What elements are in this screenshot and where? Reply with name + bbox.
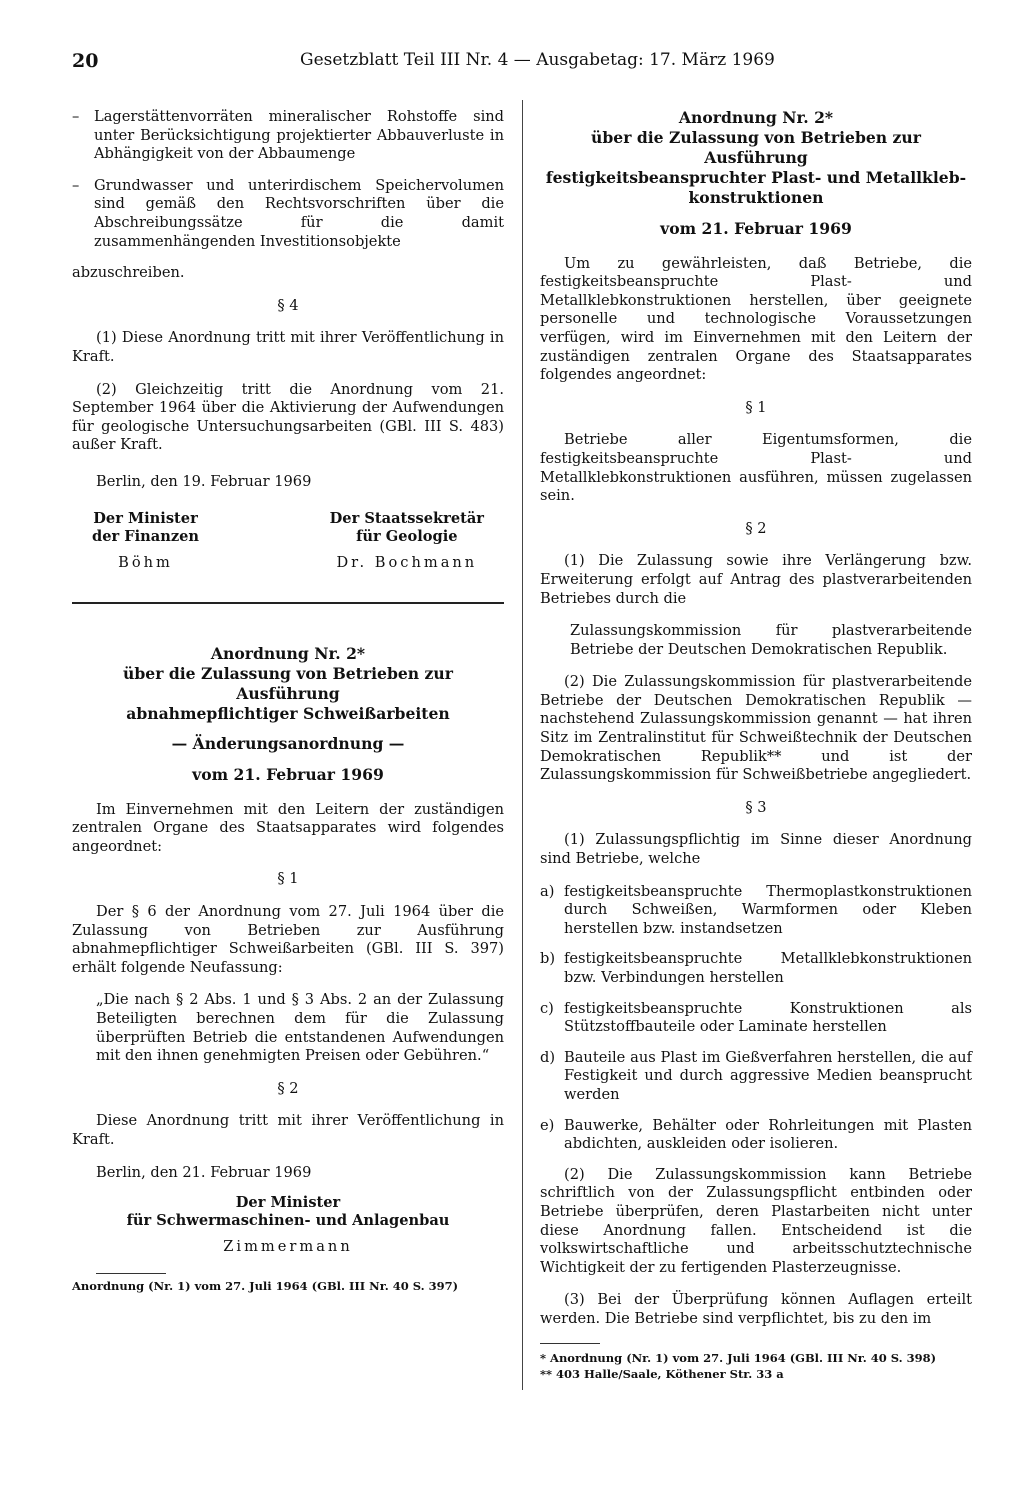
place-date: Berlin, den 21. Februar 1969	[96, 1163, 312, 1181]
right-column	[540, 108, 972, 1382]
paragraph: Im Einvernehmen mit den Leitern der zuständigen zentralen Organe des Staatsapparates wird folgendes angeordnet:	[72, 800, 504, 855]
ordinance-subtitle: — Änderungsanordnung —	[171, 734, 405, 754]
section-mark: § 3	[745, 798, 767, 816]
paragraph: (1) Zulassungspflichtig im Sinne dieser Anordnung sind Betriebe, welche	[540, 831, 972, 868]
list-item: b) festigkeitsbeanspruchte Metallklebkonstruktionen bzw. Verbindungen herstellen	[540, 950, 972, 986]
signature-row	[72, 510, 504, 573]
paragraph: (3) Bei der Überprüfung können Auflagen erteilt werden. Die Betriebe sind verpflichtet, bis zu den im	[540, 1291, 972, 1327]
paragraph: Um zu gewährleisten, daß Betriebe, die festigkeitsbeanspruchte Plast- und Metallklebkonstruktionen herstellen, über geeignete personelle und technologische Voraussetzungen verfügen, wird im Einvernehmen mit den Leitern der zuständigen zentralen Organe des Staatsapparates folgendes angeordnet:	[540, 254, 972, 384]
ordinance-date: vom 21. Februar 1969	[660, 219, 852, 238]
list-item: a) festigkeitsbeanspruchte Thermoplastkonstruktionen durch Schweißen, Warmformen oder Kleben herstellen bzw. instandsetzen	[540, 882, 972, 937]
paragraph: Der § 6 der Anordnung vom 27. Juli 1964 über die Zulassung von Betrieben zur Ausführung abnahmepflichtiger Schweißarbeiten (GBl. III S. 397) erhält folgende Neufassung:	[72, 903, 504, 976]
signature: Der Staatssekretär für Geologie Dr. Bochmann	[329, 509, 484, 571]
section-mark: § 1	[277, 870, 299, 888]
column-divider	[522, 100, 523, 1390]
place-date: Berlin, den 19. Februar 1969	[96, 472, 312, 490]
ordinance-title: Anordnung Nr. 2* über die Zulassung von Betrieben zur Ausführung abnahmepflichtiger Schweißarbeiten	[123, 644, 453, 724]
footnote: Anordnung (Nr. 1) vom 27. Juli 1964 (GBl. III Nr. 40 S. 397)	[72, 1278, 459, 1293]
list-item: – Grundwasser und unterirdischem Speichervolumen sind gemäß den Rechtsvorschriften über die Abschreibungssätze für die damit zusammenhängenden Investitionsobjekte	[72, 176, 504, 250]
list-item: c) festigkeitsbeanspruchte Konstruktionen als Stützstoffbauteile oder Laminate herstellen	[540, 999, 972, 1036]
page-number: 20	[72, 50, 99, 72]
section-rule	[72, 602, 504, 604]
footnote-rule	[540, 1343, 600, 1344]
section-mark: § 4	[277, 296, 299, 314]
ordinance-date: vom 21. Februar 1969	[192, 765, 384, 785]
ordinance-title: Anordnung Nr. 2* über die Zulassung von Betrieben zur Ausführung festigkeitsbeanspruchter Plast- und Metallkleb- konstruktionen	[545, 108, 967, 207]
abzuschreiben: abzuschreiben.	[72, 264, 185, 282]
paragraph: (1) Die Zulassung sowie ihre Verlängerung bzw. Erweiterung erfolgt auf Antrag des plastverarbeitenden Betriebes durch die	[540, 552, 972, 607]
footnote-rule	[96, 1273, 166, 1274]
list-item: – Lagerstättenvorräten mineralischer Rohstoffe sind unter Berücksichtigung projektierter Abbauverluste in Abhängigkeit von der Abbaumenge	[72, 108, 504, 163]
paragraph: (1) Diese Anordnung tritt mit ihrer Veröffentlichung in Kraft.	[72, 329, 504, 365]
quotation: „Die nach § 2 Abs. 1 und § 3 Abs. 2 an der Zulassung Beteiligten berechnen dem für die Zulassung überprüften Betrieb die entstandenen Aufwendungen mit den ihnen genehmigten Preisen oder Gebühren.“	[96, 991, 504, 1065]
section-mark: § 2	[745, 519, 767, 537]
paragraph: Diese Anordnung tritt mit ihrer Veröffentlichung in Kraft.	[72, 1112, 504, 1148]
section-mark: § 2	[277, 1079, 299, 1097]
indented-block: Zulassungskommission für plastverarbeitende Betriebe der Deutschen Demokratischen Republik.	[570, 622, 972, 658]
footnote: * Anordnung (Nr. 1) vom 27. Juli 1964 (GBl. III Nr. 40 S. 398)	[540, 1350, 937, 1365]
signature: Der Minister der Finanzen Böhm	[92, 509, 200, 571]
section-mark: § 1	[745, 398, 767, 416]
paragraph: (2) Die Zulassungskommission für plastverarbeitende Betriebe der Deutschen Demokratischen Republik — nachstehend Zulassungskommission genannt — hat ihren Sitz im Zentralinstitut für Schweißtechnik der Deutschen Demokratischen Republik** und ist der Zulassungskommission für Schweißbetriebe angegliedert.	[540, 673, 972, 784]
paragraph: (2) Gleichzeitig tritt die Anordnung vom 21. September 1964 über die Aktivierung der Aufwendungen für geologische Untersuchungsarbeiten (GBl. III S. 483) außer Kraft.	[72, 380, 504, 454]
list-item: e) Bauwerke, Behälter oder Rohrleitungen mit Plasten abdichten, auskleiden oder isolieren.	[540, 1116, 972, 1153]
footnote: ** 403 Halle/Saale, Köthener Str. 33 a	[540, 1366, 784, 1381]
paragraph: Betriebe aller Eigentumsformen, die festigkeitsbeanspruchte Plast- und Metallklebkonstruktionen ausführen, müssen zugelassen sein.	[540, 431, 972, 505]
list-item: d) Bauteile aus Plast im Gießverfahren herstellen, die auf Festigkeit und durch aggressive Medien beansprucht werden	[540, 1048, 972, 1103]
left-column	[72, 108, 504, 1294]
running-head: Gesetzblatt Teil III Nr. 4 — Ausgabetag: 17. März 1969	[300, 50, 775, 70]
signature: Der Minister für Schwermaschinen- und Anlagenbau Zimmermann	[126, 1194, 450, 1256]
paragraph: (2) Die Zulassungskommission kann Betriebe schriftlich von der Zulassungspflicht entbinden oder Betriebe überprüfen, deren Plastarbeiten nicht unter diese Anordnung fallen. Entscheidend ist die volkswirtschaftliche und arbeitsschutztechnische Wichtigkeit der zu fertigenden Plasterzeugnisse.	[540, 1165, 972, 1276]
